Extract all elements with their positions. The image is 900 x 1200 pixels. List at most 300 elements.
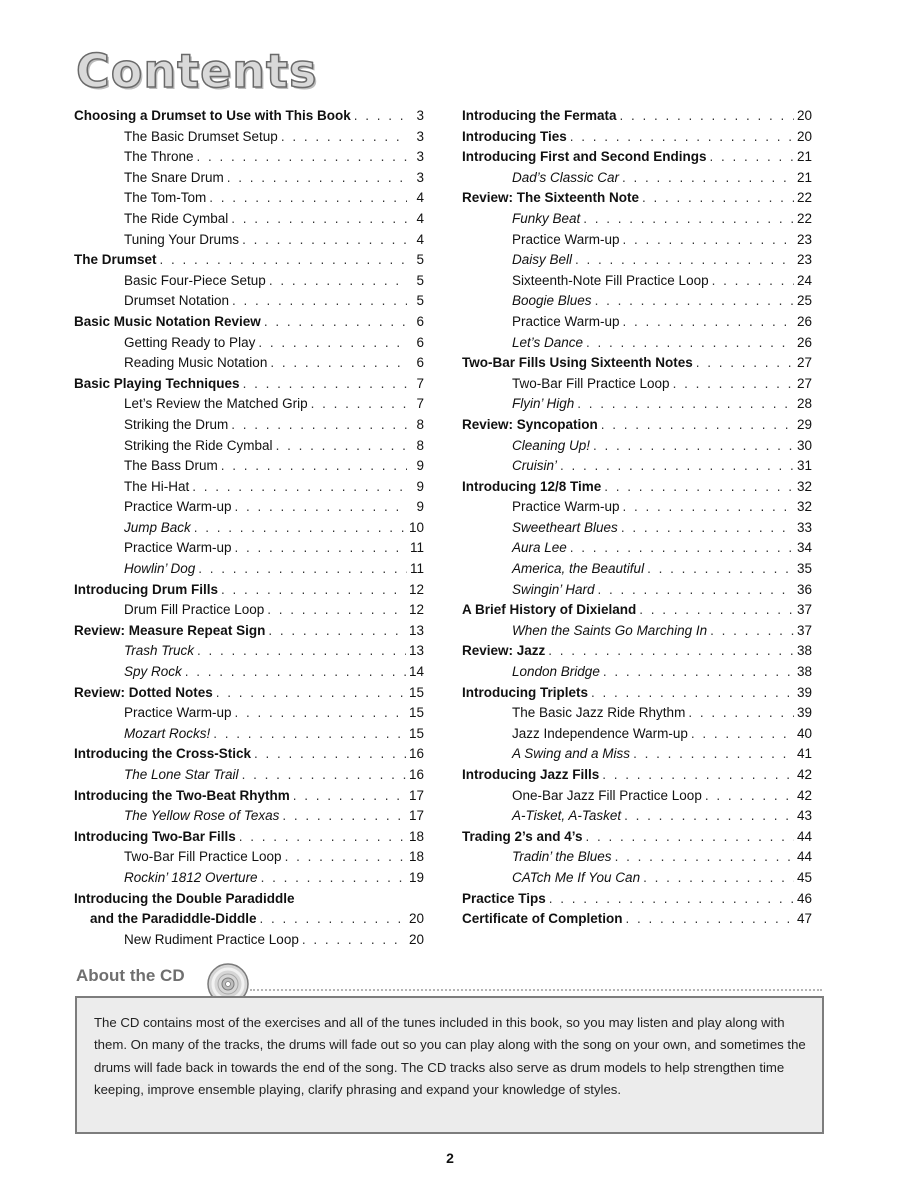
toc-leader-dots: [209, 188, 407, 209]
toc-leader-dots: [281, 127, 407, 148]
toc-entry-page: 9: [416, 499, 424, 515]
toc-entry-title: When the Saints Go Marching In: [512, 622, 708, 638]
toc-entry: [74, 518, 424, 539]
toc-leader-dots: [586, 827, 794, 848]
toc-entry-title: Review: Dotted Notes: [74, 684, 213, 700]
toc-entry-title: The Bass Drum: [124, 458, 218, 474]
toc-entry: [462, 106, 812, 127]
toc-entry: [74, 847, 424, 868]
toc-entry-title: The Ride Cymbal: [124, 210, 229, 226]
toc-entry-title: Swingin’ Hard: [512, 581, 595, 597]
toc-entry-title: London Bridge: [512, 664, 600, 680]
toc-leader-dots: [260, 909, 406, 930]
toc-entry-title: Practice Tips: [462, 890, 546, 906]
toc-entry: [74, 394, 424, 415]
toc-entry-title: Practice Warm-up: [512, 313, 620, 329]
toc-entry: [462, 703, 812, 724]
toc-entry-title: Introducing the Two-Beat Rhythm: [74, 787, 290, 803]
toc-entry-page: 15: [408, 725, 424, 741]
toc-entry-title: Cleaning Up!: [512, 437, 591, 453]
about-divider: [250, 989, 822, 991]
toc-entry: [74, 909, 424, 930]
toc-entry-page: 20: [796, 108, 812, 123]
toc-entry-page: 9: [416, 458, 424, 474]
toc-entry-page: 16: [408, 746, 424, 762]
toc-entry-title: Striking the Ride Cymbal: [124, 437, 273, 453]
toc-entry: [74, 765, 424, 786]
toc-leader-dots: [258, 333, 407, 354]
toc-entry-page: 17: [408, 808, 424, 824]
toc-leader-dots: [603, 662, 794, 683]
toc-entry-page: 38: [796, 643, 812, 659]
toc-entry: [462, 538, 812, 559]
about-cd-heading: About the CD: [76, 966, 185, 985]
toc-entry: [462, 600, 812, 621]
toc-entry-page: 15: [408, 684, 424, 700]
toc-leader-dots: [231, 415, 407, 436]
toc-entry: [462, 209, 812, 230]
toc-entry-page: 27: [796, 355, 812, 371]
toc-entry-title: Introducing Two-Bar Fills: [74, 828, 236, 844]
toc-entry: [74, 662, 424, 683]
toc-entry-page: 23: [796, 252, 812, 268]
toc-entry-page: 4: [416, 190, 424, 206]
toc-leader-dots: [560, 456, 794, 477]
toc-entry: [74, 127, 424, 148]
toc-entry-title: A Swing and a Miss: [512, 746, 631, 762]
toc-entry: [74, 353, 424, 374]
toc-entry-page: 8: [416, 416, 424, 432]
toc-leader-dots: [712, 271, 794, 292]
toc-entry-title: Jazz Independence Warm-up: [512, 725, 688, 741]
toc-entry-title: Certificate of Completion: [462, 911, 623, 927]
toc-entry-page: 3: [416, 128, 424, 144]
toc-leader-dots: [710, 621, 794, 642]
toc-entry-page: 29: [796, 416, 812, 432]
toc-entry-title: The Tom-Tom: [124, 190, 207, 206]
toc-entry-title: Practice Warm-up: [512, 231, 620, 247]
toc-entry: [462, 188, 812, 209]
toc-entry: [462, 477, 812, 498]
toc-entry-title: Trash Truck: [124, 643, 195, 659]
toc-entry: [74, 106, 424, 127]
toc-entry: [74, 580, 424, 601]
toc-entry-page: 21: [796, 169, 812, 185]
toc-entry-page: 20: [796, 128, 812, 144]
toc-entry-page: 3: [416, 149, 424, 165]
toc-entry: [462, 724, 812, 745]
toc-leader-dots: [221, 580, 406, 601]
toc-leader-dots: [673, 374, 794, 395]
toc-entry-page: 6: [416, 355, 424, 371]
toc-leader-dots: [623, 312, 794, 333]
toc-entry: [74, 271, 424, 292]
toc-leader-dots: [595, 291, 794, 312]
toc-entry: [74, 621, 424, 642]
toc-entry: [462, 312, 812, 333]
toc-leader-dots: [232, 291, 407, 312]
toc-leader-dots: [570, 538, 794, 559]
toc-leader-dots: [354, 106, 407, 127]
about-cd-text: The CD contains most of the exercises and all of the tunes included in this book, so you may listen and play along with them. On many of the tracks, the drums will fade out so you can play along with the song on your own, and sometimes the drums will fade back in towards the end of the song. The CD tracks also serve as drum models to help strengthen time keeping, improve ensemble playing, clarify phrasing and expand your knowledge of styles.: [94, 1015, 806, 1098]
toc-entry-page: 45: [796, 869, 812, 885]
toc-entry-title: Boogie Blues: [512, 293, 592, 309]
toc-entry: [462, 168, 812, 189]
toc-leader-dots: [710, 147, 794, 168]
toc-entry-page: 31: [796, 458, 812, 474]
toc-entry-title: The Hi-Hat: [124, 478, 190, 494]
toc-leader-dots: [239, 827, 406, 848]
toc-entry: [74, 497, 424, 518]
toc-entry-title: and the Paradiddle-Diddle: [90, 911, 257, 927]
toc-leader-dots: [216, 683, 406, 704]
toc-leader-dots: [235, 538, 407, 559]
toc-entry-title: Introducing 12/8 Time: [462, 478, 602, 494]
toc-entry-page: 13: [408, 643, 424, 659]
toc-leader-dots: [577, 394, 794, 415]
toc-entry: [74, 930, 424, 951]
toc-leader-dots: [601, 415, 794, 436]
toc-leader-dots: [268, 621, 406, 642]
toc-entry-title: Spy Rock: [124, 664, 182, 680]
toc-entry-title: Mozart Rocks!: [124, 725, 211, 741]
toc-entry-title: Flyin’ High: [512, 396, 575, 412]
toc-entry-page: 10: [408, 519, 424, 535]
toc-entry-title: Basic Music Notation Review: [74, 313, 261, 329]
toc-entry: [74, 786, 424, 807]
toc-entry-page: 32: [796, 478, 812, 494]
toc-entry-title: Introducing the Cross-Stick: [74, 746, 252, 762]
toc-entry-page: 27: [796, 375, 812, 391]
toc-leader-dots: [615, 847, 794, 868]
toc-entry: [74, 312, 424, 333]
toc-entry-title: America, the Beautiful: [512, 561, 645, 577]
toc-entry-title: Funky Beat: [512, 210, 581, 226]
toc-entry-page: 26: [796, 313, 812, 329]
toc-entry: [462, 559, 812, 580]
toc-entry-page: 28: [796, 396, 812, 412]
toc-entry-page: 17: [408, 787, 424, 803]
toc-entry-page: 12: [408, 581, 424, 597]
toc-entry-page: 14: [408, 664, 424, 680]
toc-entry-page: 42: [796, 787, 812, 803]
toc-entry: [462, 497, 812, 518]
toc-entry: [74, 806, 424, 827]
toc-entry-title: The Basic Drumset Setup: [124, 128, 278, 144]
page-title: Contents: [76, 44, 318, 98]
toc-leader-dots: [621, 518, 794, 539]
toc-leader-dots: [285, 847, 406, 868]
toc-entry-page: 22: [796, 210, 812, 226]
page-number: 2: [446, 1150, 454, 1166]
toc-entry-title: Let’s Dance: [512, 334, 584, 350]
toc-entry-page: 23: [796, 231, 812, 247]
toc-leader-dots: [604, 477, 794, 498]
toc-entry-title: Two-Bar Fill Practice Loop: [124, 849, 282, 865]
toc-entry-title: Drumset Notation: [124, 293, 230, 309]
toc-leader-dots: [311, 394, 407, 415]
toc-leader-dots: [626, 909, 794, 930]
toc-leader-dots: [160, 250, 407, 271]
toc-entry: [462, 147, 812, 168]
toc-entry-title: Sixteenth-Note Fill Practice Loop: [512, 272, 709, 288]
toc-leader-dots: [633, 744, 794, 765]
toc-entry-title: CATch Me If You Can: [512, 869, 641, 885]
toc-entry: [462, 662, 812, 683]
toc-entry-title: Practice Warm-up: [124, 499, 232, 515]
toc-entry: [74, 683, 424, 704]
toc-entry: [462, 909, 812, 930]
toc-entry-title: Howlin’ Dog: [124, 561, 196, 577]
toc-entry-title: A Brief History of Dixieland: [462, 602, 637, 618]
toc-entry: [462, 394, 812, 415]
toc-entry-page: 3: [416, 108, 424, 123]
toc-entry-title: Introducing Jazz Fills: [462, 767, 600, 782]
toc-entry-page: 9: [416, 478, 424, 494]
toc-entry-title: Introducing First and Second Endings: [462, 149, 707, 165]
toc-entry-title: Sweetheart Blues: [512, 519, 618, 535]
toc-entry-page: 41: [796, 746, 812, 762]
toc-leader-dots: [197, 147, 407, 168]
toc-entry: [74, 333, 424, 354]
toc-entry-title: Review: The Sixteenth Note: [462, 190, 640, 206]
toc-entry-title: Basic Playing Techniques: [74, 375, 240, 391]
toc-entry-page: 11: [409, 561, 424, 577]
toc-leader-dots: [593, 436, 794, 457]
toc-entry: [74, 868, 424, 889]
toc-entry-page: 13: [408, 622, 424, 638]
toc-entry: [74, 538, 424, 559]
toc-entry-page: 20: [408, 911, 424, 927]
toc-entry-title: Aura Lee: [512, 540, 567, 556]
toc-entry-page: 5: [416, 272, 424, 288]
toc-entry-page: 40: [796, 725, 812, 741]
toc-leader-dots: [221, 456, 407, 477]
toc-entry: [462, 827, 812, 848]
toc-entry-title: Two-Bar Fill Practice Loop: [512, 375, 670, 391]
toc-entry-page: 25: [796, 293, 812, 309]
about-cd-box: [75, 996, 824, 1134]
toc-leader-dots: [261, 868, 406, 889]
toc-entry-page: 8: [416, 437, 424, 453]
toc-entry-page: 39: [796, 684, 812, 700]
toc-entry-page: 47: [796, 911, 812, 927]
toc-entry: [462, 415, 812, 436]
toc-entry-page: 42: [796, 767, 812, 782]
toc-leader-dots: [235, 703, 406, 724]
toc-entry: [74, 188, 424, 209]
toc-entry-title: Review: Syncopation: [462, 416, 598, 432]
toc-entry-title: The Lone Star Trail: [124, 767, 239, 782]
toc-leader-dots: [624, 806, 794, 827]
toc-leader-dots: [620, 106, 794, 127]
toc-entry: [74, 703, 424, 724]
toc-entry: [462, 580, 812, 601]
toc-entry-page: 35: [796, 561, 812, 577]
toc-entry-title: Introducing Drum Fills: [74, 581, 218, 597]
toc-entry-title: Tradin’ the Blues: [512, 849, 612, 865]
toc-entry: [462, 127, 812, 148]
toc-leader-dots: [185, 662, 406, 683]
toc-entry-page: 37: [796, 602, 812, 618]
toc-leader-dots: [293, 786, 406, 807]
toc-entry-page: 3: [416, 169, 424, 185]
toc-entry: [74, 477, 424, 498]
toc-entry: [74, 827, 424, 848]
toc-leader-dots: [639, 600, 794, 621]
toc-entry-page: 6: [416, 313, 424, 329]
toc-leader-dots: [302, 930, 406, 951]
toc-entry-title: Introducing the Fermata: [462, 108, 617, 123]
toc-entry-title: Trading 2’s and 4’s: [462, 828, 583, 844]
toc-leader-dots: [227, 168, 407, 189]
toc-entry-page: 36: [796, 581, 812, 597]
toc-entry: [74, 291, 424, 312]
toc-entry-page: 5: [416, 293, 424, 309]
toc-right-column: [462, 106, 812, 930]
toc-entry-page: 5: [416, 252, 424, 268]
toc-entry-page: 12: [408, 602, 424, 618]
toc-entry: [74, 559, 424, 580]
toc-entry-title: The Snare Drum: [124, 169, 224, 185]
toc-entry-title: A-Tisket, A-Tasket: [512, 808, 622, 824]
toc-entry: [462, 518, 812, 539]
toc-entry: [462, 271, 812, 292]
toc-leader-dots: [622, 168, 794, 189]
toc-entry-page: 44: [796, 849, 812, 865]
toc-leader-dots: [276, 436, 407, 457]
toc-entry-title: One-Bar Jazz Fill Practice Loop: [512, 787, 702, 803]
toc-entry-title: Striking the Drum: [124, 416, 229, 432]
toc-entry-page: 19: [408, 869, 424, 885]
toc-leader-dots: [705, 786, 794, 807]
toc-leader-dots: [549, 889, 794, 910]
toc-entry-title: Basic Four-Piece Setup: [124, 272, 266, 288]
toc-entry: [462, 333, 812, 354]
toc-entry-title: Practice Warm-up: [124, 705, 232, 721]
toc-leader-dots: [643, 868, 794, 889]
toc-entry-title: Rockin’ 1812 Overture: [124, 869, 258, 885]
toc-entry-page: 4: [416, 231, 424, 247]
toc-entry: [462, 436, 812, 457]
toc-entry-title: Reading Music Notation: [124, 355, 268, 371]
toc-entry: [462, 291, 812, 312]
toc-entry-title: Drum Fill Practice Loop: [124, 602, 265, 618]
toc-leader-dots: [623, 497, 794, 518]
toc-leader-dots: [198, 559, 407, 580]
toc-entry-title: Dad’s Classic Car: [512, 169, 620, 185]
toc-entry: [462, 456, 812, 477]
toc-entry-title: Cruisin’: [512, 458, 558, 474]
toc-leader-dots: [270, 353, 407, 374]
toc-entry: [462, 786, 812, 807]
toc-entry: [74, 374, 424, 395]
toc-leader-dots: [583, 209, 794, 230]
toc-leader-dots: [602, 765, 794, 786]
toc-entry: [74, 889, 424, 910]
toc-entry: [74, 641, 424, 662]
toc-entry-title: Jump Back: [124, 519, 191, 535]
toc-leader-dots: [570, 127, 794, 148]
toc-entry: [462, 868, 812, 889]
toc-leader-dots: [586, 333, 794, 354]
toc-entry-page: 30: [796, 437, 812, 453]
toc-entry: [74, 724, 424, 745]
toc-entry-page: 37: [796, 622, 812, 638]
toc-leader-dots: [696, 353, 794, 374]
toc-left-column: [74, 106, 424, 950]
toc-entry-page: 43: [796, 808, 812, 824]
toc-entry-page: 20: [408, 931, 424, 947]
toc-leader-dots: [623, 230, 794, 251]
toc-entry: [74, 147, 424, 168]
toc-entry: [462, 744, 812, 765]
toc-entry-page: 44: [796, 828, 812, 844]
toc-leader-dots: [642, 188, 794, 209]
toc-entry-page: 33: [796, 519, 812, 535]
toc-entry-page: 18: [408, 828, 424, 844]
toc-entry-title: Choosing a Drumset to Use with This Book: [74, 108, 351, 123]
toc-leader-dots: [197, 641, 406, 662]
toc-entry: [462, 353, 812, 374]
toc-leader-dots: [598, 580, 794, 601]
toc-entry-title: New Rudiment Practice Loop: [124, 931, 299, 947]
toc-leader-dots: [688, 703, 794, 724]
toc-entry-title: Review: Measure Repeat Sign: [74, 622, 266, 638]
toc-leader-dots: [575, 250, 794, 271]
toc-entry: [74, 250, 424, 271]
toc-entry-page: 22: [796, 190, 812, 206]
toc-leader-dots: [231, 209, 407, 230]
toc-leader-dots: [282, 806, 406, 827]
toc-entry-title: The Throne: [124, 149, 194, 165]
toc-leader-dots: [242, 230, 407, 251]
toc-entry-title: Daisy Bell: [512, 252, 573, 268]
toc-entry: [74, 744, 424, 765]
toc-leader-dots: [192, 477, 407, 498]
toc-entry-page: 38: [796, 664, 812, 680]
toc-entry-title: The Drumset: [74, 252, 157, 268]
toc-entry-title: Introducing Ties: [462, 128, 567, 144]
toc-entry: [74, 456, 424, 477]
toc-entry-page: 34: [796, 540, 812, 556]
toc-leader-dots: [254, 744, 406, 765]
toc-leader-dots: [235, 497, 407, 518]
toc-entry-page: 11: [409, 540, 424, 556]
toc-entry-page: 6: [416, 334, 424, 350]
toc-entry-title: Review: Jazz: [462, 643, 546, 659]
toc-entry: [462, 765, 812, 786]
toc-entry-page: 4: [416, 210, 424, 226]
toc-leader-dots: [591, 683, 794, 704]
toc-entry-page: 46: [796, 890, 812, 906]
toc-entry-page: 24: [796, 272, 812, 288]
toc-entry: [462, 683, 812, 704]
toc-entry: [462, 847, 812, 868]
toc-entry-title: Tuning Your Drums: [124, 231, 240, 247]
toc-leader-dots: [647, 559, 794, 580]
toc-entry-page: 21: [796, 149, 812, 165]
toc-leader-dots: [548, 641, 794, 662]
toc-entry-page: 15: [408, 705, 424, 721]
toc-entry: [462, 230, 812, 251]
toc-entry-title: Getting Ready to Play: [124, 334, 256, 350]
toc-entry: [462, 621, 812, 642]
toc-leader-dots: [269, 271, 407, 292]
toc-entry-title: Two-Bar Fills Using Sixteenth Notes: [462, 355, 693, 371]
toc-entry-page: 16: [408, 767, 424, 782]
toc-leader-dots: [267, 600, 406, 621]
